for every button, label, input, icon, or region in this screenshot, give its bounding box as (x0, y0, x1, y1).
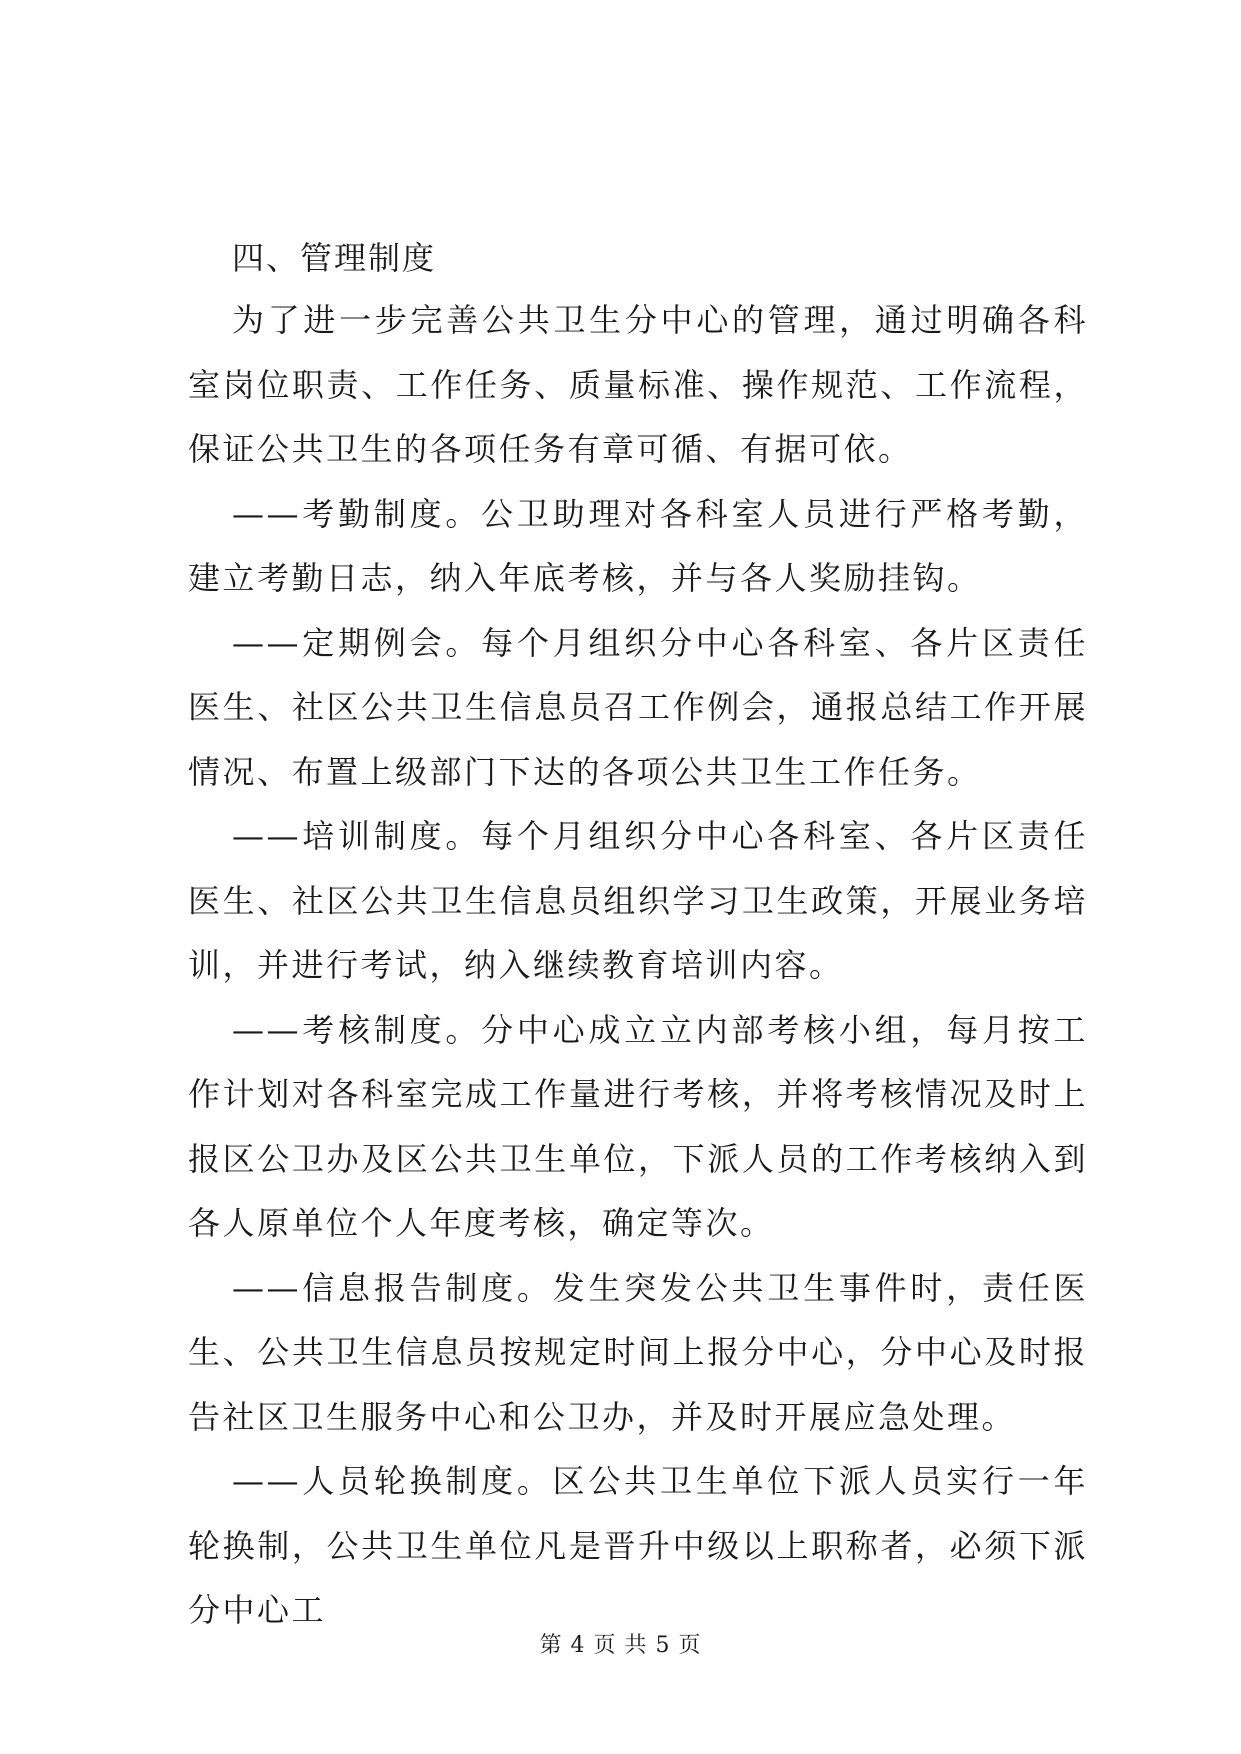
paragraph-rotation: ——人员轮换制度。区公共卫生单位下派人员实行一年轮换制，公共卫生单位凡是晋升中级以上职称者，必须下派分中心工 (188, 1462, 1088, 1629)
document-body (188, 228, 1088, 1643)
paragraph-training: ——培训制度。每个月组织分中心各科室、各片区责任医生、社区公共卫生信息员组织学习卫生政策，开展业务培训，并进行考试，纳入继续教育培训内容。 (188, 817, 1088, 984)
paragraph-meetings: ——定期例会。每个月组织分中心各科室、各片区责任医生、社区公共卫生信息员召工作例会，通报总结工作开展情况、布置上级部门下达的各项公共卫生工作任务。 (188, 623, 1088, 791)
section-heading: 四、管理制度 (232, 239, 437, 277)
paragraph-attendance: ——考勤制度。公卫助理对各科室人员进行严格考勤，建立考勤日志，纳入年底考核，并与各人奖励挂钩。 (188, 494, 1088, 597)
paragraph-reporting: ——信息报告制度。发生突发公共卫生事件时，责任医生、公共卫生信息员按规定时间上报分中心，分中心及时报告社区卫生服务中心和公卫办，并及时开展应急处理。 (188, 1268, 1088, 1436)
paragraph-assessment: ——考核制度。分中心成立立内部考核小组，每月按工作计划对各科室完成工作量进行考核，并将考核情况及时上报区公卫办及区公共卫生单位，下派人员的工作考核纳入到各人原单位个人年度考核，确定等次。 (188, 1010, 1088, 1242)
paragraph-intro: 为了进一步完善公共卫生分中心的管理，通过明确各科室岗位职责、工作任务、质量标准、操作规范、工作流程，保证公共卫生的各项任务有章可循、有据可依。 (188, 301, 1088, 468)
page-footer: 第 4 页 共 5 页 (539, 1633, 702, 1658)
